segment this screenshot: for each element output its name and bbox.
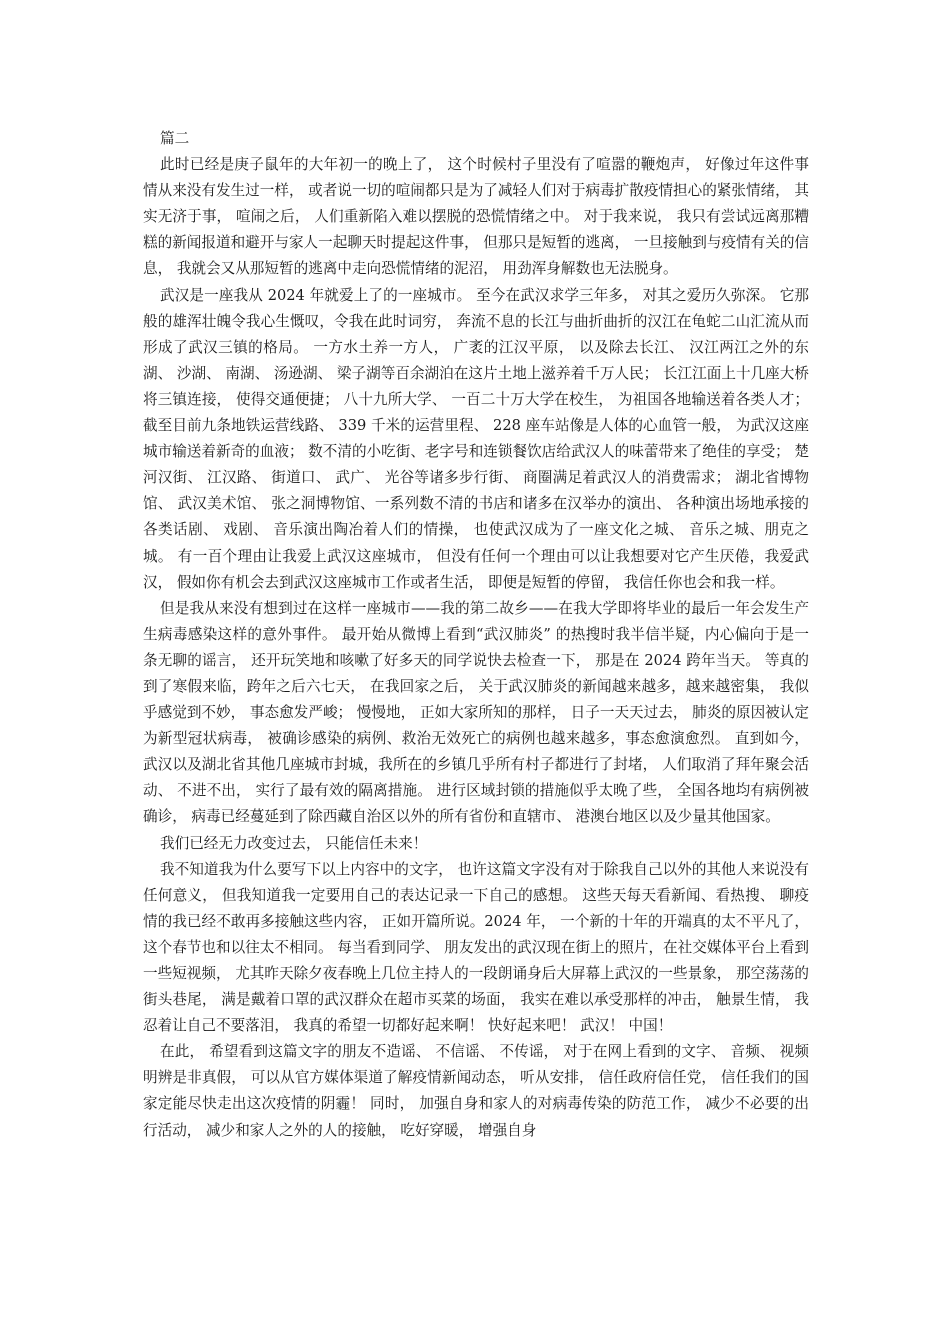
paragraph-5: 我不知道我为什么要写下以上内容中的文字， 也许这篇文字没有对于除我自己以外的其他人来说没有任何意义， 但我知道我一定要用自己的表达记录一下自己的感想。 这些天每天看新闻、看热搜、 聊疫情的我已经不敢再多接触这些内容， 正如开篇所说。2024 年， 一个新的十年的开端真的太不平凡了， 这个春节也和以往太不相同。 每当看到同学、 朋友发出的武汉现在街上的照片，在社交媒体平台上看到一些短视频， 尤其昨天除夕夜春晚上几位主持人的一段朗诵身后大屏幕上武汉的一些景象， 那空荡荡的街头巷尾， 满是戴着口罩的武汉群众在超市买菜的场面， 我实在难以承受那样的冲击， 触景生情， 我忍着让自己不要落泪， 我真的希望一切都好起来啊！ 快好起来吧！ 武汉！ 中国！ [143,860,810,1035]
paragraph-4: 我们已经无力改变过去， 只能信任未来！ [160,834,428,852]
paragraph-6: 在此， 希望看到这篇文字的朋友不造谣、 不信谣、 不传谣， 对于在网上看到的文字、 音频、 视频明辨是非真假， 可以从官方媒体渠道了解疫情新闻动态， 听从安排， 信任政府信任党， 信任我们的国家定能尽快走出这次疫情的阴霾！ 同时， 加强自身和家人的对病毒传染的防范工作， 减少不必要的出行活动， 减少和家人之外的人的接触， 吃好穿暖， 增强自身 [143,1043,809,1139]
article-body [143,126,809,1144]
paragraph-3: 但是我从来没有想到过在这样一座城市——我的第二故乡——在我大学即将毕业的最后一年会发生产生病毒感染这样的意外事件。 最开始从微博上看到“武汉肺炎” 的热搜时我半信半疑，内心偏向于是一条无聊的谣言， 还开玩笑地和咳嗽了好多天的同学说快去检查一下， 那是在 2024 跨年当天。 等真的到了寒假来临，跨年之后六七天， 在我回家之后， 关于武汉肺炎的新闻越来越多，越来越密集， 我似乎感觉到不妙， 事态愈发严峻； 慢慢地， 正如大家所知的那样， 日子一天天过去， 肺炎的原因被认定为新型冠状病毒， 被确诊感染的病例、救治无效死亡的病例也越来越多，事态愈演愈烈。 直到如今， 武汉以及湖北省其他几座城市封城，我所在的乡镇几乎所有村子都进行了封堵， 人们取消了拜年聚会活动、 不进不出， 实行了最有效的隔离措施。 进行区域封锁的措施似乎太晚了些， 全国各地均有病例被确诊， 病毒已经蔓延到了除西藏自治区以外的所有省份和直辖市、 港澳台地区以及少量其他国家。 [143,599,809,826]
paragraph-1: 此时已经是庚子鼠年的大年初一的晚上了， 这个时候村子里没有了喧嚣的鞭炮声， 好像过年这件事情从来没有发生过一样， 或者说一切的喧闹都只是为了减轻人们对于病毒扩散疫情担心的紧张情绪， 其实无济于事， 喧闹之后， 人们重新陷入难以摆脱的恐慌情绪之中。 对于我来说， 我只有尝试远离那糟糕的新闻报道和避开与家人一起聊天时提起这件事， 但那只是短暂的逃离， 一旦接触到与疫情有关的信息， 我就会又从那短暂的逃离中走向恐慌情绪的泥沼， 用劲浑身解数也无法脱身。 [143,156,810,278]
section-heading: 篇二 [160,130,190,147]
paragraph-2: 武汉是一座我从 2024 年就爱上了的一座城市。 至今在武汉求学三年多， 对其之爱历久弥深。 它那般的雄浑壮魄令我心生慨叹，令我在此时词穷， 奔流不息的长江与曲折曲折的汉江在龟蛇二山汇流从而形成了武汉三镇的格局。 一方水土养一方人， 广袤的江汉平原， 以及除去长江、 汉江两江之外的东湖、 沙湖、 南湖、 汤逊湖、 梁子湖等百余湖泊在这片土地上滋养着千万人民； 长江江面上十几座大桥将三镇连接， 使得交通便捷； 八十九所大学、 一百二十万大学在校生， 为祖国各地输送着各类人才； 截至目前九条地铁运营线路、 339 千米的运营里程、 228 座车站像是人体的心血管一般， 为武汉这座城市输送着新奇的血液； 数不清的小吃街、老字号和连锁餐饮店给武汉人的味蕾带来了绝佳的享受； 楚河汉街、 江汉路、 街道口、 武广、 光谷等诸多步行街、 商圈满足着武汉人的消费需求； 湖北省博物馆、 武汉美术馆、 张之洞博物馆、一系列数不清的书店和诸多在汉举办的演出、 各种演出场地承接的各类话剧、 戏剧、 音乐演出陶冶着人们的情操， 也使武汉成为了一座文化之城、 音乐之城、朋克之城。 有一百个理由让我爱上武汉这座城市， 但没有任何一个理由可以让我想要对它产生厌倦，我爱武汉， 假如你有机会去到武汉这座城市工作或者生活， 即便是短暂的停留， 我信任你也会和我一样。 [143,286,810,591]
